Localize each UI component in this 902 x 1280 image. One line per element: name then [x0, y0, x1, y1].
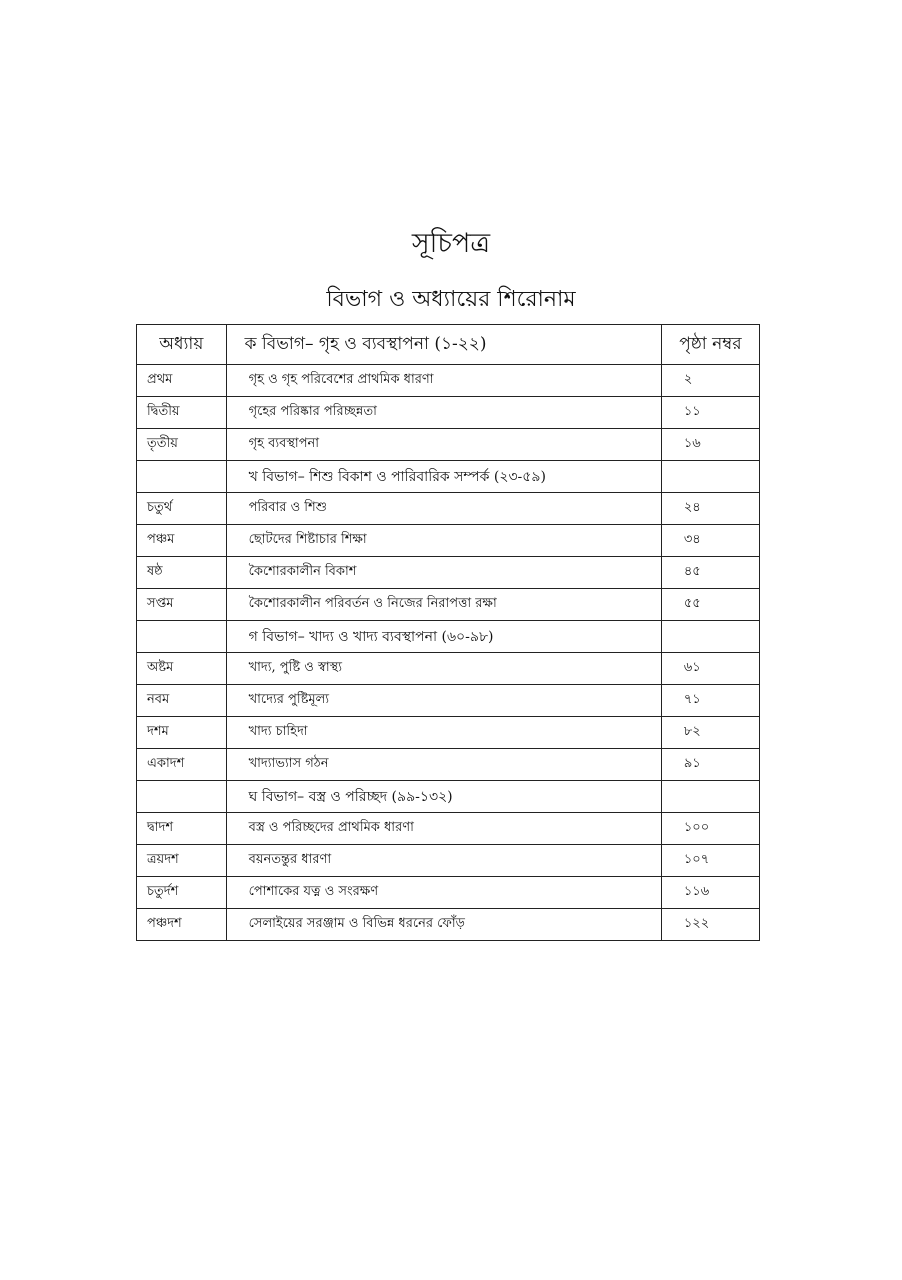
page-number-cell: ৮২	[661, 717, 759, 749]
chapter-cell: দ্বাদশ	[137, 813, 227, 845]
chapter-column-header: অধ্যায়	[137, 325, 227, 365]
empty-cell	[661, 781, 759, 813]
title-cell: কৈশোরকালীন পরিবর্তন ও নিজের নিরাপত্তা রক্ষা	[226, 589, 661, 621]
page-number-cell: ৭১	[661, 685, 759, 717]
table-row	[137, 845, 760, 877]
title-cell: কৈশোরকালীন বিকাশ	[226, 557, 661, 589]
title-cell: খাদ্য, পুষ্টি ও স্বাস্থ্য	[226, 653, 661, 685]
chapter-cell: প্রথম	[137, 365, 227, 397]
table-row	[137, 397, 760, 429]
contents-table-body	[137, 325, 760, 941]
empty-cell	[661, 621, 759, 653]
chapter-cell: সপ্তম	[137, 589, 227, 621]
table-row	[137, 653, 760, 685]
table-row	[137, 557, 760, 589]
page-title: সূচিপত্র	[411, 228, 491, 259]
page-number-cell: ৯১	[661, 749, 759, 781]
table-row	[137, 717, 760, 749]
chapter-cell: চতুর্দশ	[137, 877, 227, 909]
title-cell: খাদ্যের পুষ্টিমূল্য	[226, 685, 661, 717]
chapter-cell: ষষ্ঠ	[137, 557, 227, 589]
section-heading: ঘ বিভাগ– বস্ত্র ও পরিচ্ছদ (৯৯-১৩২)	[226, 781, 661, 813]
empty-cell	[137, 621, 227, 653]
table-header-row	[137, 325, 760, 365]
section-heading: খ বিভাগ– শিশু বিকাশ ও পারিবারিক সম্পর্ক (২৩-৫৯)	[226, 461, 661, 493]
page-number-cell: ১০০	[661, 813, 759, 845]
empty-cell	[661, 461, 759, 493]
table-row	[137, 525, 760, 557]
section-row	[137, 781, 760, 813]
chapter-cell: চতুর্থ	[137, 493, 227, 525]
page-subtitle: বিভাগ ও অধ্যায়ের শিরোনাম	[326, 287, 576, 312]
page-number-cell: ১১	[661, 397, 759, 429]
title-cell: গৃহ ব্যবস্থাপনা	[226, 429, 661, 461]
table-row	[137, 685, 760, 717]
page-column-header: পৃষ্ঠা নম্বর	[661, 325, 759, 365]
section-heading: গ বিভাগ– খাদ্য ও খাদ্য ব্যবস্থাপনা (৬০-৯৮)	[226, 621, 661, 653]
title-cell: গৃহ ও গৃহ পরিবেশের প্রাথমিক ধারণা	[226, 365, 661, 397]
page-number-cell: ১৬	[661, 429, 759, 461]
chapter-cell: দশম	[137, 717, 227, 749]
title-cell: খাদ্য চাহিদা	[226, 717, 661, 749]
chapter-cell: দ্বিতীয়	[137, 397, 227, 429]
page-number-cell: ১০৭	[661, 845, 759, 877]
page-number-cell: ১২২	[661, 909, 759, 941]
table-row	[137, 429, 760, 461]
contents-table	[136, 324, 760, 941]
chapter-cell: তৃতীয়	[137, 429, 227, 461]
empty-cell	[137, 781, 227, 813]
chapter-cell: নবম	[137, 685, 227, 717]
title-cell: পরিবার ও শিশু	[226, 493, 661, 525]
table-row	[137, 909, 760, 941]
title-cell: ছোটদের শিষ্টাচার শিক্ষা	[226, 525, 661, 557]
chapter-cell: একাদশ	[137, 749, 227, 781]
title-cell: বস্ত্র ও পরিচ্ছদের প্রাথমিক ধারণা	[226, 813, 661, 845]
title-cell: খাদ্যাভ্যাস গঠন	[226, 749, 661, 781]
page-number-cell: ৩৪	[661, 525, 759, 557]
empty-cell	[137, 461, 227, 493]
table-row	[137, 813, 760, 845]
title-cell: সেলাইয়ের সরঞ্জাম ও বিভিন্ন ধরনের ফোঁড়	[226, 909, 661, 941]
table-row	[137, 365, 760, 397]
page-number-cell: ১১৬	[661, 877, 759, 909]
title-cell: গৃহের পরিষ্কার পরিচ্ছন্নতা	[226, 397, 661, 429]
title-cell: পোশাকের যত্ন ও সংরক্ষণ	[226, 877, 661, 909]
page-number-cell: ৪৫	[661, 557, 759, 589]
title-cell: বয়নতন্তুর ধারণা	[226, 845, 661, 877]
chapter-cell: অষ্টম	[137, 653, 227, 685]
section-row	[137, 461, 760, 493]
table-row	[137, 877, 760, 909]
page-number-cell: ২	[661, 365, 759, 397]
section-heading: ক বিভাগ– গৃহ ও ব্যবস্থাপনা (১-২২)	[226, 325, 661, 365]
chapter-cell: ত্রয়দশ	[137, 845, 227, 877]
table-row	[137, 589, 760, 621]
table-row	[137, 749, 760, 781]
chapter-cell: পঞ্চম	[137, 525, 227, 557]
page-number-cell: ৬১	[661, 653, 759, 685]
table-row	[137, 493, 760, 525]
page-number-cell: ৫৫	[661, 589, 759, 621]
page-number-cell: ২৪	[661, 493, 759, 525]
section-row	[137, 621, 760, 653]
chapter-cell: পঞ্চদশ	[137, 909, 227, 941]
